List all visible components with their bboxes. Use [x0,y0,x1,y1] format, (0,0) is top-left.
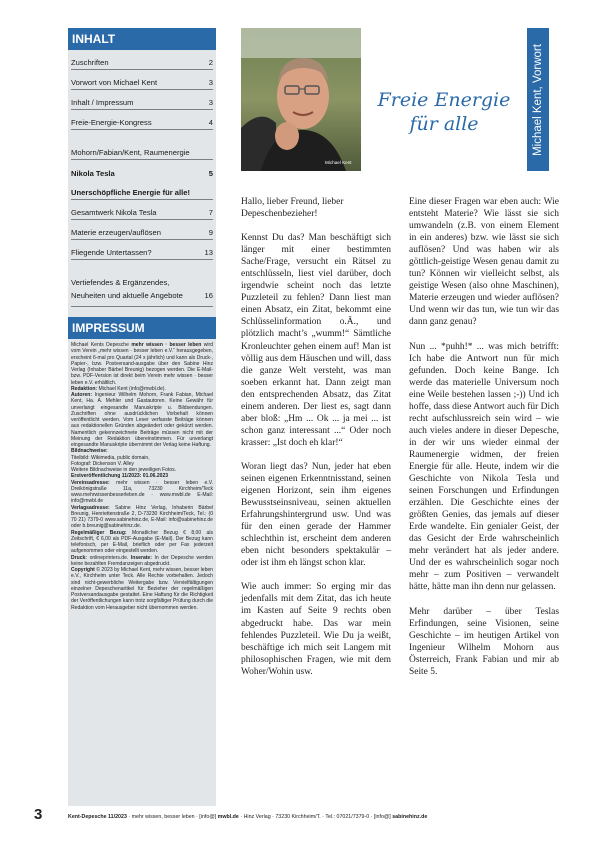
toc-item[interactable]: Fliegende Untertassen? 13 [71,240,213,260]
paragraph: Mehr darüber – über Teslas Erfindungen, seine Visionen, seine Geschichte – im heutigen Artikel von Ingenieur Wilhelm Mohorn aus Österreich, Frank Fabian und mir ab Seite 5. [409,606,559,677]
article-column-1 [241,196,391,690]
toc-item[interactable]: Materie erzeugen/auflösen 9 [71,220,213,240]
toc-item[interactable]: Nikola Tesla 5 [71,169,213,178]
paragraph: Wie auch immer: So erging mir das jedenfalls mit dem Zitat, das ich heute im Kasten auf Seite 9 rechts oben abgedruckt habe. Das war mein fehlendes Puzzleteil. Wie Du ja weißt, beschäftige ich mich seit Langem mit philosophischen Fragen, wie mit dem Woher/Wohin usw. [241,582,391,677]
paragraph: Woran liegt das? Nun, jeder hat eben seinen eigenen Erkenntnisstand, seinen eigenen Horizont, sein ihm eigenes Bewusstseinsniveau, seinen aktuellen Erfahrungshintergrund usw. Und was für den einen gerade der Hammer schlechthin ist, erscheint dem anderen eben nicht besonders spektakulär – oder ist ihm eh längst schon klar. [241,461,391,569]
toc-item[interactable]: Inhalt / Impressum 3 [71,90,213,110]
toc-item[interactable]: Mohorn/Fabian/Kent, Raumenergie [71,140,213,160]
toc-item[interactable]: Zuschriften 2 [71,50,213,70]
page-number: 3 [34,806,43,823]
photo-caption: Michael Kent [325,160,352,165]
impressum-heading: IMPRESSUM [68,317,216,339]
footer: Kent-Depesche 11/2023 · mehr wissen, besser leben · [info@] mwbl.de · Hinz Verlag · 73230 Kirchheim/T. · Tel.: 07021/7379-0 · [info@] sabinehinz.de [68,814,428,820]
article-column-2 [409,196,559,690]
toc-item[interactable]: Freie-Energie-Kongress 4 [71,110,213,130]
footer-link-mwbl[interactable]: mwbl.de [217,814,239,820]
author-photo [241,28,361,171]
article-title: Freie Energie für alle [377,89,511,135]
table-of-contents [68,50,216,307]
footer-link-sabinehinz[interactable]: sabinehinz.de [392,814,428,820]
toc-item[interactable]: Vorwort von Michael Kent 3 [71,70,213,90]
paragraph: Eine dieser Fragen war eben auch: Wie entsteht Materie? Wie lässt sie sich umwandeln (z.B. von einem Element in ein anderes) bzw. wie lässt sie sich auflösen? Und was haben wir als göttlich-geistige Wesen genau damit zu tun? Können wir vielleicht selbst, als geistige Wesen (also ohne Maschinen), Materie erzeugen und wieder auflösen? Und wenn wir das tun, wie tun wir das dann ganz genau? [409,197,559,328]
impressum-text: Michael Kents Depesche mehr wissen · besser leben wird vom Verein „mehr wissen · besser leben e.V.“ herausgegeben, erscheint 6-mal pro Quartal (24 x jährlich) und kann als Druck-, Papier-, bzw. Postversand-ausgabe über den Sabine Hinz Verlag (Inhaber Bärbel Breunig) bezogen werden. Die E-Mail- bzw. PDF-Version ist direkt beim Verein mehr wissen · besser leben e.V. erhältlich. Redaktion: Michael Kent (info@mwbl.de). Autoren: Ingenieur Wilhelm Mohorn, Frank Fabian, Michael Kent, Ha. A. Mehler und Gastautoren. Keine Gewähr für unverlangt eingesandte Manuskripte u. Bildsendungen. Zuschriften ohne ausdrücklichen Vorbehalt können veröffentlicht werden. Vom Leser verfasste Beiträge können aus redaktionellen Gründen abgeändert oder gekürzt werden. Namentlich gekennzeichnete Beiträge müssen nicht mit der Meinung der Redaktion übereinstimmen. Für unverlangt eingesandte Manuskripte übernimmt der Verlag keine Haftung. Bildnachweise: Titelbild: Wikimedia, public domain, Fotograf: Dickenson V. Alley Weitere Bildnachweise in den jeweiligen Fotos. Erstveröffentlichung 11/2023: 01.06.2023 Vereinsadresse: mehr wissen · besser leben e.V. Dreikönigstraße 11a, 73230 Kirchheim/Teck www.mehrwissenbesserleben.de · www.mwbl.de E-Mail: info@mwbl.de Verlagsadresse: Sabine Hinz Verlag, Inhaberin Bärbel Breunig, Henriettenstraße 2, D-73230 Kirchheim/Teck, Tel.: (0 70 21) 7379-0 www.sabinehinz.de, E-Mail: info@sabinehinz.de oder b.breunig@sabinehinz.de. Regelmäßiger Bezug: Monatlicher Bezug € 8,00 als Zeitschrift, € 6,00 als PDF-Ausgabe (E-Mail). Der Bezug kann telefonisch, per E-Mail, brieflich oder per Fax jederzeit aufgenommen oder eingestellt werden. Druck: onlineprinters.de. Inserate: In der Depesche werden keine bezahlten Fremdanzeigen abgedruckt. Copyright © 2023 by Michael Kent, mehr wissen, besser leben e.V., Kirchheim unter Teck. Alle Rechte vorbehalten. Jedoch sind nicht-gewerbliche Weitergabe bzw. Vervielfältigungen einzelner Depeschenartikel für Bezieher der regelmäßigen Postversandausgabe gestattet. Eine Haftung für die Richtigkeit der Veröffentlichungen kann trotz sorgfältiger Prüfung durch die Redaktion vom Herausgeber nicht übernommen werden. [71,342,214,611]
title-box [361,28,527,171]
paragraph: Hallo, lieber Freund, lieber Depeschenbezieher! [241,197,344,220]
inhalt-heading: INHALT [68,28,216,50]
toc-item[interactable]: Vertiefendes & Ergänzendes, Neuheiten und aktuelle Angebote 16 [71,270,213,307]
section-label: Michael Kent, Vorwort [532,43,544,156]
toc-item[interactable]: Gesamtwerk Nikola Tesla 7 [71,200,213,220]
toc-item[interactable]: Unerschöpfliche Energie für alle! [71,180,213,200]
paragraph: Nun ... *puhh!* ... was mich betrifft: Ich habe die Antwort nun für mich gefunden. Doch keine Bange. Ich werde das materielle Universum noch eine Weile bestehen lassen ;-)) Und ich hoffe, dass diese Antwort auch für Dich recht aufschlussreich sein wird – wie auch vieles andere in dieser Depesche, in der wir uns wieder einmal der Raumenergie widmen, der freien Energie für alle. Heute, indem wir die Geschichte von Nikola Tesla und seinen Forschungen und Erfindungen erzählen. Die Geschichte eines der größten Genies, das jemals auf dieser Erde wandelte. Ein genialer Geist, der das Gesicht der Erde wahrscheinlich mehr verändert hat als jeder andere. Und der es wahrscheinlich sogar noch mehr – zum Positiven – verwandelt hätte, hätte man ihn denn nur gelassen. [409,341,559,593]
paragraph: Kennst Du das? Man beschäftigt sich länger mit einer bestimmten Sache/Frage, versucht ein Rätsel zu entschlüsseln, liest viel darüber, doch irgendwie scheint noch das letzte Puzzleteil zu fehlen? Dann liest man einen Absatz, ein Zitat, bekommt eine Schlüsselinformation o.Ä., und plötzlich macht’s „wumm!“ Sämtliche Kronleuchter gehen einem auf! Man ist völlig aus dem Häuschen und will, dass die ganze Welt versteht, was man soeben erkannt hat. Dann zeigt man den entsprechenden Absatz, das Zitat einem anderen. Der liest es, sagt dann aber bloß: „Hm ... Ok ... ja mei ... ist schon ganz interessant ...“ Oder noch krasser: „Ist doch eh klar!“ [241,233,391,448]
sidebar [68,28,216,806]
